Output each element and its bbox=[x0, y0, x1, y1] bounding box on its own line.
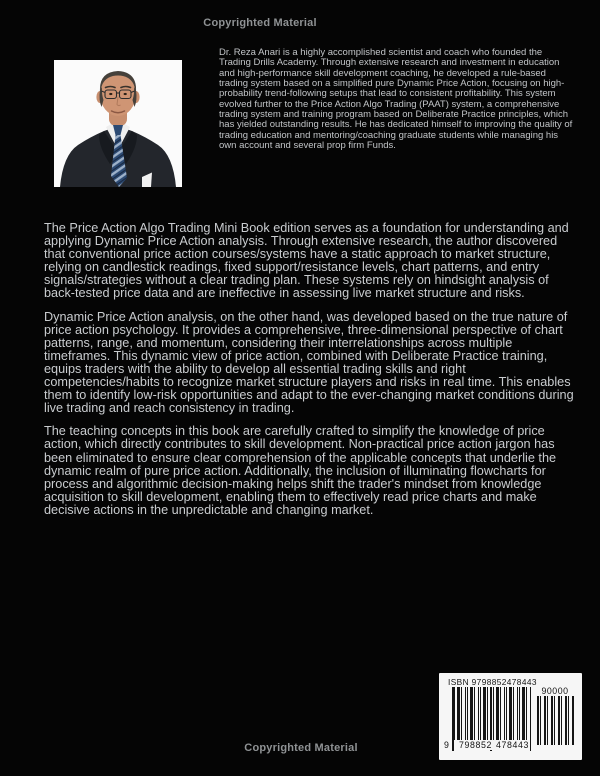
barcode-panel bbox=[439, 673, 582, 760]
book-description bbox=[44, 222, 576, 527]
barcode-addon-price: 90000 bbox=[541, 686, 569, 696]
copyright-notice-top: Copyrighted Material bbox=[203, 17, 317, 29]
ean-barcode bbox=[452, 687, 531, 740]
barcode-digit-group2: 478443 bbox=[496, 740, 529, 750]
barcode-digit-group1: 798852 bbox=[459, 740, 492, 750]
copyright-notice-bottom: Copyrighted Material bbox=[244, 742, 358, 754]
description-paragraph-2: Dynamic Price Action analysis, on the other hand, was developed based on the true nature of price action psychology. It provides a comprehensive, three-dimensional perspective of chart patterns, range, and momentum, considering their interrelationships across multiple timeframes. This dynamic view of price action, combined with Deliberate Practice training, equips traders with the ability to develop all essential trading skills and right competencies/habits to recognize market structure players and risks in real time. This enables them to identify low-risk opportunities and adapt to the ever-changing market conditions during live trading and reach consistency in trading. bbox=[44, 309, 574, 416]
description-paragraph-1: The Price Action Algo Trading Mini Book edition serves as a foundation for understanding and applying Dynamic Price Action analysis. Through extensive research, the author discovered that conventional price action courses/systems have a static approach to market structure, relying on candlestick readings, fixed support/resistance levels, chart patterns, and entry signals/strategies without a clear trading plan. These systems rely on hindsight analysis of back-tested price data and are ineffective in assessing live market structure and risks. bbox=[44, 221, 569, 301]
barcode-digit-lead: 9 bbox=[444, 740, 450, 750]
author-portrait bbox=[54, 60, 182, 187]
author-bio: Dr. Reza Anari is a highly accomplished scientist and coach who founded the Trading Drills Academy. Through extensive research and investment in education and high-performance skill development coaching, he developed a rule-based trading system based on a simplified pure Dynamic Price Action, focusing on high-probability trend-following setups that lead to consistent profitability. This system evolved further to the Price Action Algo Trading (PAAT) system, a comprehensive trading system and training program based on Deliberate Practice principles, which has yielded outstanding results. He has dedicated himself to improving the quality of trading education and mentoring/coaching graduate students while managing his own account and several prop firm Funds. bbox=[219, 47, 573, 152]
author-photo bbox=[54, 60, 182, 187]
barcode-guard-bar bbox=[452, 687, 454, 751]
ean-addon-barcode bbox=[537, 696, 574, 745]
isbn-number: ISBN 9798852478443 bbox=[448, 677, 537, 687]
description-paragraph-3: The teaching concepts in this book are carefully crafted to simplify the knowledge of price action, which directly contributes to skill development. Non-practical price action jargon has been eliminated to ensure clear comprehension of the applicable concepts that underlie the dynamic realm of pure price action. Additionally, the inclusion of illuminating flowcharts for process and algorithmic decision-making helps shift the trader's mindset from knowledge acquisition to skill development, enabling them to effectively read price charts and make decisive actions in the unpredictable and changing market. bbox=[44, 424, 557, 517]
